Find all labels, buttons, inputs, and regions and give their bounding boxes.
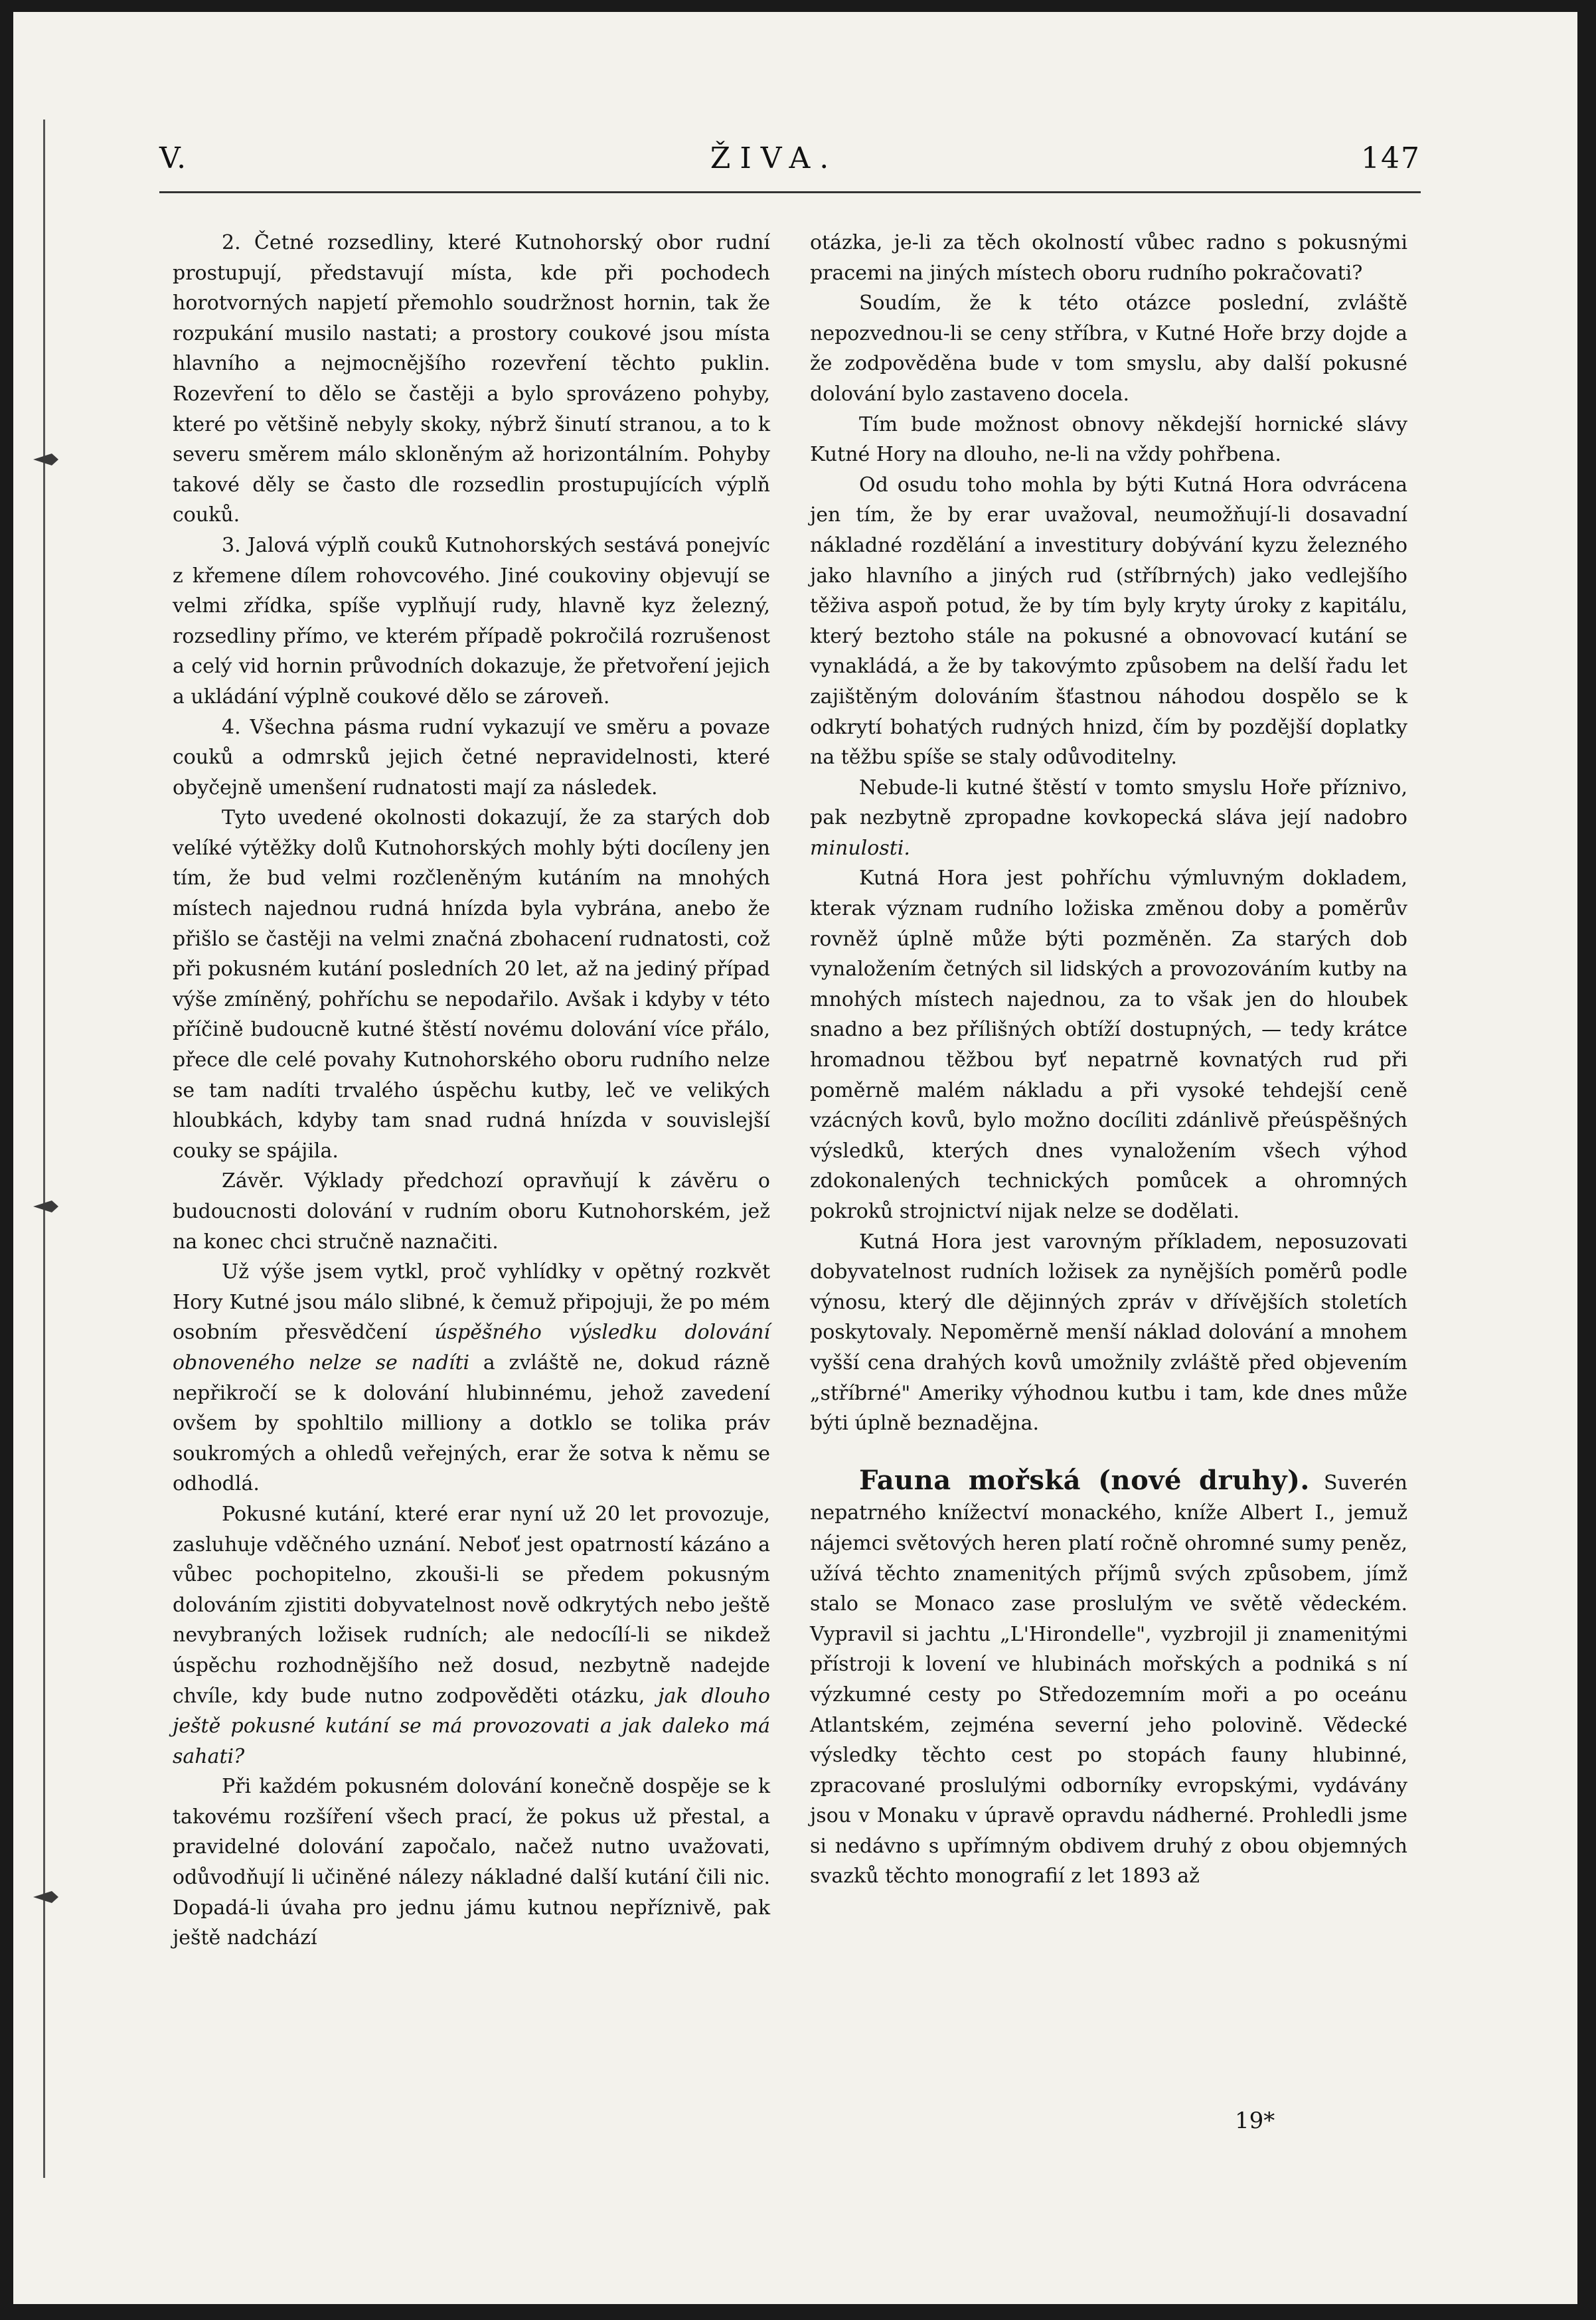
emphasis: minulosti. — [810, 836, 910, 860]
paragraph: Tím bude možnost obnovy někdejší hornické slávy Kutné Hory na dlouho, ne-li na vždy pohřbena. — [810, 412, 1407, 467]
paragraph: Od osudu toho mohla by býti Kutná Hora odvrácena jen tím, že by erar uvažoval, neumožňují-li dosavadní nákladné rozdělání a investitury dobývání kyzu železného jako hlavního a jiných rud (stříbrných) jako vedlejšího těživa aspoň potud, že by tím byly kryty úroky z kapitálu, který beztoho stále na pokusné a obnovovací kutání se vynakládá, a že by takovýmto způsobem na delší řadu let zajištěným dolováním šťastnou náhodou dospělo se k odkrytí bohatých rudných hnizd, čím by pozdější doplatky na těžbu spíše se staly odůvoditelny. — [810, 473, 1407, 770]
section-paragraph: Fauna mořská (nové druhy). Suverén nepatrného knížectví monackého, kníže Albert I., jemuž nájemci světových heren platí ročně ohromné sumy peněz, užívá těchto znamenitých příjmů svých způsobem, jímž stalo se Monaco zase proslulým ve světě vědeckém. Vypravil si jachtu „L'Hirondelle", vyzbrojil ji znamenitými přístroji k lovení ve hlubinách mořských a podniká s ní výzkumné cesty po Středozemním moři a po oceánu Atlantském, zejména severní jeho polovině. Vědecké výsledky těchto cest po stopách fauny hlubinné, zpracované proslulými odborníky evropskými, vydávány jsou v Monaku v úpravě opravdu nádherné. Prohledli jsme si nedávno s upřímným obdivem druhý z obou objemných svazků těchto monografií z let 1893 až — [810, 1464, 1407, 1888]
binding-thread-mark — [32, 448, 60, 471]
header-volume: V. — [159, 141, 188, 175]
paragraph: Závěr. Výklady předchozí opravňují k závěru o budoucnosti dolování v rudním oboru Kutnohorském, jež na konec chci stručně naznačiti. — [173, 1169, 770, 1254]
paragraph: 3. Jalová výplň couků Kutnohorských sestává ponejvíc z křemene dílem rohovcového. Jiné coukoviny objevují se velmi zřídka, spíše vyplňují rudy, hlavně kyz železný, rozsedliny přímo, ve kterém případě pokročilá rozrušenost a celý vid hornin průvodních dokazuje, že přetvoření jejich a ukládání výplně coukové dělo se zároveň. — [173, 533, 770, 708]
section-title: Fauna mořská (nové druhy). — [859, 1464, 1310, 1496]
header-journal-title: ŽIVA. — [710, 141, 838, 175]
paragraph: Pokusné kutání, které erar nyní už 20 let provozuje, zasluhuje vděčného uznání. Neboť jest opatrností kázáno a vůbec pochopitelno, zkouši-li se předem pokusným dolováním zjistiti dobyvatelnost nově odkrytých nebo ještě nevybraných ložisek rudních; ale nedocílí-li se nikdež úspěchu rozhodnějšího než dosud, nezbytně nadejde chvíle, kdy bude nutno zodpověděti otázku, jak dlouho ještě pokusné kutání se má provozovati a jak daleko má sahati? — [173, 1502, 770, 1768]
right-column — [810, 228, 1407, 1892]
paragraph: Tyto uvedené okolnosti dokazují, že za starých dob velíké výtěžky dolů Kutnohorských mohly býti docíleny jen tím, že bud velmi rozčleněným kutáním na mnohých místech najednou rudná hnízda byla vybrána, anebo že přišlo se častěji na velmi značná zbohacení rudnatosti, což při pokusném kutání posledních 20 let, až na jediný případ výše zmíněný, pohříchu se nepodařilo. Avšak i kdyby v této příčině budoucně kutné štěstí novému dolování více přálo, přece dle celé povahy Kutnohorského oboru rudního nelze se tam nadíti trvalého úspěchu kutby, leč ve velikých hloubkách, kdyby tam snad rudná hnízda v souvislejší couky se spájila. — [173, 806, 770, 1163]
paragraph: Nebude-li kutné štěstí v tomto smyslu Hoře příznivo, pak nezbytně zpropadne kovkopecká sláva její nadobro minulosti. — [810, 776, 1407, 860]
paragraph: Už výše jsem vytkl, proč vyhlídky v opětný rozkvět Hory Kutné jsou málo slibné, k čemuž připojuji, že po mém osobním přesvědčení úspěšného výsledku dolování obnoveného nelze se nadíti a zvláště ne, dokud rázně nepřikročí se k dolování hlubinnému, jehož zavedení ovšem by spohltilo milliony a dotklo se tolika práv soukromých a ohledů veřejných, erar že sotva k němu se odhodlá. — [173, 1260, 770, 1496]
paragraph: 4. Všechna pásma rudní vykazují ve směru a povaze couků a odmrsků jejich četné nepravidelnosti, které obyčejně umenšení rudnatosti mají za následek. — [173, 715, 770, 799]
signature-mark: 19* — [1235, 2108, 1275, 2134]
page-sheet — [13, 12, 1577, 2304]
binding-edge-line — [43, 120, 45, 2178]
emphasis: úspěšného výsledku dolování obnoveného nelze se nadíti — [173, 1321, 770, 1374]
left-column — [173, 228, 770, 1953]
binding-thread-mark — [32, 1886, 60, 1908]
running-header — [159, 141, 1421, 195]
paragraph: 2. Četné rozsedliny, které Kutnohorský obor rudní prostupují, představují místa, kde při pochodech horotvorných napjetí přemohlo soudržnost hornin, tak že rozpukání musilo nastati; a prostory coukové jsou místa hlavního a nejmocnějšího rozevření těchto puklin. Rozevření to dělo se častěji a bylo sprovázeno pohyby, které po většině nebyly skoky, nýbrž šinutí stranou, a to k severu směrem málo skloněným až horizontálním. Pohyby takové děly se často dle rozsedlin prostupujících výplň couků. — [173, 231, 770, 527]
paragraph: Soudím, že k této otázce poslední, zvláště nepozvednou-li se ceny stříbra, v Kutné Hoře brzy dojde a že zodpověděna bude v tom smyslu, aby další pokusné dolování bylo zastaveno docela. — [810, 291, 1407, 406]
paragraph: Kutná Hora jest varovným příkladem, neposuzovati dobyvatelnost rudních ložisek za nynějších poměrů podle výnosu, který dle dějinných zpráv v dřívějších stoletích poskytovaly. Nepoměrně menší náklad dolování a mnohem vyšší cena drahých kovů umožnily zvláště před objevením „stříbrné" Ameriky výhodnou kutbu i tam, kde dnes může býti úplně beznadějna. — [810, 1230, 1407, 1436]
emphasis: jak dlouho ještě pokusné kutání se má provozovati a jak daleko má sahati? — [173, 1684, 770, 1768]
binding-thread-mark — [32, 1195, 60, 1218]
paragraph: Při každém pokusném dolování konečně dospěje se k takovému rozšíření všech prací, že pokus už přestal, a pravidelné dolování započalo, načež nutno uvažovati, odůvodňují li učiněné nálezy nákladné další kutání čili nic. Dopadá-li úvaha pro jednu jámu kutnou nepříznivě, pak ještě nadchází — [173, 1775, 770, 1950]
header-rule — [159, 191, 1421, 193]
paragraph: Kutná Hora jest pohříchu výmluvným dokladem, kterak význam rudního ložiska změnou doby a poměrův rovněž úplně může býti pozměněn. Za starých dob vynaložením četných sil lidských a provozováním kutby na mnohých místech najednou, za to však jen do hloubek snadno a bez přílišných obtíží dostupných, — tedy krátce hromadnou těžbou byť nepatrně kovnatých rud při poměrně malém nákladu a při vysoké tehdejší ceně vzácných kovů, bylo možno docíliti zdánlivě přeúspěšných výsledků, kterých dnes vynaložením všech výhod zdokonalených technických pomůcek a ohromných pokroků strojnictví nijak nelze se dodělati. — [810, 867, 1407, 1223]
paragraph: otázka, je-li za těch okolností vůbec radno s pokusnými pracemi na jiných místech oboru rudního pokračovati? — [810, 231, 1407, 285]
header-page-number: 147 — [1361, 141, 1421, 175]
